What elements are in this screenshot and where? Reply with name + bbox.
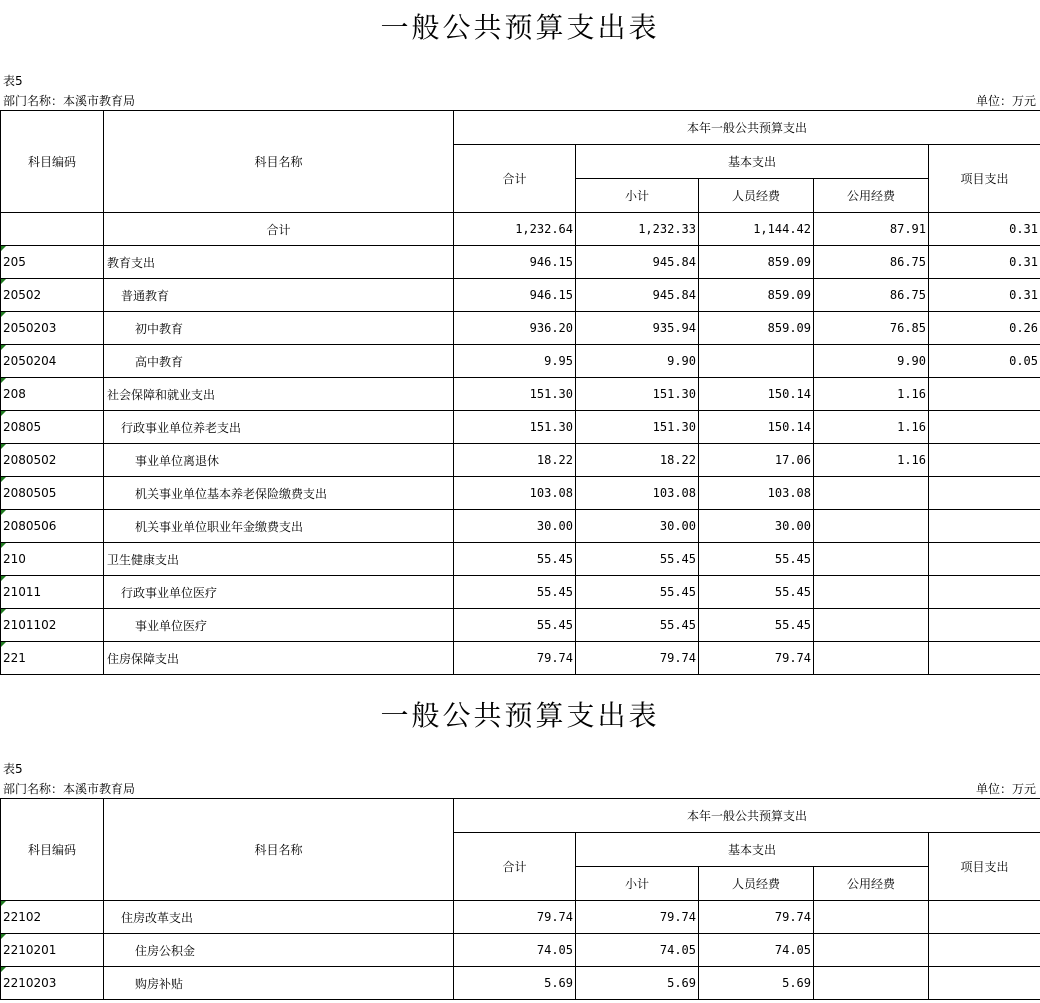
page-title: 一般公共预算支出表 xyxy=(380,11,660,44)
row-code: 2210201 xyxy=(1,934,104,967)
table-row xyxy=(1,312,1040,345)
header-public: 公用经费 xyxy=(814,867,929,901)
row-project: 0.31 xyxy=(929,246,1040,279)
row-project xyxy=(929,510,1040,543)
row-subtotal: 5.69 xyxy=(576,967,699,1000)
row-total: 151.30 xyxy=(454,378,576,411)
row-name: 行政事业单位医疗 xyxy=(104,576,454,609)
row-project xyxy=(929,477,1040,510)
row-name: 事业单位离退休 xyxy=(104,444,454,477)
row-public: 86.75 xyxy=(814,279,929,312)
table-number: 表5 xyxy=(3,762,23,776)
row-public xyxy=(814,609,929,642)
header-name: 科目名称 xyxy=(104,111,454,213)
row-public xyxy=(814,642,929,675)
row-code: 221 xyxy=(1,642,104,675)
row-code: 2101102 xyxy=(1,609,104,642)
row-name: 购房补贴 xyxy=(104,967,454,1000)
row-personnel: 150.14 xyxy=(699,378,814,411)
header-public: 公用经费 xyxy=(814,179,929,213)
row-code: 210 xyxy=(1,543,104,576)
unit-label: 单位：万元 xyxy=(975,782,1036,796)
row-personnel: 30.00 xyxy=(699,510,814,543)
row-total: 151.30 xyxy=(454,411,576,444)
row-total: 18.22 xyxy=(454,444,576,477)
row-total: 5.69 xyxy=(454,967,576,1000)
row-personnel: 17.06 xyxy=(699,444,814,477)
row-total: 55.45 xyxy=(454,609,576,642)
table-body xyxy=(1,901,1040,1000)
row-name: 普通教育 xyxy=(104,279,454,312)
table-number: 表5 xyxy=(3,74,23,88)
row-name: 住房改革支出 xyxy=(104,901,454,934)
header-group: 本年一般公共预算支出 xyxy=(454,799,1040,833)
row-personnel: 859.09 xyxy=(699,246,814,279)
row-subtotal: 945.84 xyxy=(576,246,699,279)
row-code: 20805 xyxy=(1,411,104,444)
row-personnel: 55.45 xyxy=(699,609,814,642)
row-public xyxy=(814,934,929,967)
row-public: 1.16 xyxy=(814,411,929,444)
row-name: 机关事业单位基本养老保险缴费支出 xyxy=(104,477,454,510)
header-project: 项目支出 xyxy=(929,833,1040,901)
row-public xyxy=(814,967,929,1000)
header-basic: 基本支出 xyxy=(576,145,929,179)
row-subtotal: 30.00 xyxy=(576,510,699,543)
department-name: 部门名称：本溪市教育局 xyxy=(3,94,136,108)
header-code: 科目编码 xyxy=(1,799,104,901)
table-row xyxy=(1,279,1040,312)
row-public xyxy=(814,510,929,543)
row-project xyxy=(929,934,1040,967)
row-public: 1.16 xyxy=(814,444,929,477)
row-personnel: 103.08 xyxy=(699,477,814,510)
row-project xyxy=(929,967,1040,1000)
header-subtotal: 小计 xyxy=(576,179,699,213)
header-total: 合计 xyxy=(454,145,576,213)
header-personnel: 人员经费 xyxy=(699,179,814,213)
row-personnel: 150.14 xyxy=(699,411,814,444)
row-code: 20502 xyxy=(1,279,104,312)
row-total: 1,232.64 xyxy=(454,213,576,246)
row-code: 2050204 xyxy=(1,345,104,378)
header-code: 科目编码 xyxy=(1,111,104,213)
row-subtotal: 935.94 xyxy=(576,312,699,345)
row-total: 79.74 xyxy=(454,642,576,675)
header-project: 项目支出 xyxy=(929,145,1040,213)
table-row xyxy=(1,967,1040,1000)
table-row xyxy=(1,411,1040,444)
row-project xyxy=(929,444,1040,477)
row-subtotal: 103.08 xyxy=(576,477,699,510)
row-total: 79.74 xyxy=(454,901,576,934)
row-total: 55.45 xyxy=(454,576,576,609)
table-row xyxy=(1,477,1040,510)
row-code: 2080506 xyxy=(1,510,104,543)
row-name: 行政事业单位养老支出 xyxy=(104,411,454,444)
row-subtotal: 151.30 xyxy=(576,378,699,411)
row-code: 2050203 xyxy=(1,312,104,345)
row-name: 高中教育 xyxy=(104,345,454,378)
row-subtotal: 18.22 xyxy=(576,444,699,477)
row-total: 55.45 xyxy=(454,543,576,576)
row-subtotal: 55.45 xyxy=(576,543,699,576)
table-row xyxy=(1,510,1040,543)
row-subtotal: 79.74 xyxy=(576,901,699,934)
unit-label: 单位：万元 xyxy=(975,94,1036,108)
row-name: 卫生健康支出 xyxy=(104,543,454,576)
row-code xyxy=(1,213,104,246)
table-body xyxy=(1,213,1040,675)
row-subtotal: 55.45 xyxy=(576,609,699,642)
row-subtotal: 55.45 xyxy=(576,576,699,609)
row-subtotal: 945.84 xyxy=(576,279,699,312)
row-project: 0.31 xyxy=(929,279,1040,312)
row-code: 2080505 xyxy=(1,477,104,510)
row-name: 初中教育 xyxy=(104,312,454,345)
department-name: 部门名称：本溪市教育局 xyxy=(3,782,136,796)
row-public xyxy=(814,477,929,510)
row-project: 0.26 xyxy=(929,312,1040,345)
table-row xyxy=(1,345,1040,378)
row-name: 合计 xyxy=(104,213,454,246)
row-personnel xyxy=(699,345,814,378)
row-total: 30.00 xyxy=(454,510,576,543)
table-row xyxy=(1,934,1040,967)
header-total: 合计 xyxy=(454,833,576,901)
row-personnel: 55.45 xyxy=(699,543,814,576)
budget-table xyxy=(0,798,1040,1000)
row-code: 205 xyxy=(1,246,104,279)
row-personnel: 859.09 xyxy=(699,312,814,345)
row-name: 教育支出 xyxy=(104,246,454,279)
row-project xyxy=(929,609,1040,642)
table-row xyxy=(1,609,1040,642)
row-personnel: 859.09 xyxy=(699,279,814,312)
table-row xyxy=(1,213,1040,246)
page-title: 一般公共预算支出表 xyxy=(380,699,660,732)
table-row xyxy=(1,543,1040,576)
row-total: 946.15 xyxy=(454,246,576,279)
row-personnel: 74.05 xyxy=(699,934,814,967)
table-row xyxy=(1,444,1040,477)
row-public xyxy=(814,543,929,576)
row-name: 住房公积金 xyxy=(104,934,454,967)
row-public xyxy=(814,901,929,934)
row-code: 208 xyxy=(1,378,104,411)
row-code: 22102 xyxy=(1,901,104,934)
row-personnel: 55.45 xyxy=(699,576,814,609)
table-row xyxy=(1,576,1040,609)
row-personnel: 1,144.42 xyxy=(699,213,814,246)
row-project xyxy=(929,543,1040,576)
row-personnel: 79.74 xyxy=(699,901,814,934)
row-public: 1.16 xyxy=(814,378,929,411)
row-code: 2210203 xyxy=(1,967,104,1000)
header-personnel: 人员经费 xyxy=(699,867,814,901)
row-total: 946.15 xyxy=(454,279,576,312)
row-subtotal: 74.05 xyxy=(576,934,699,967)
row-project: 0.05 xyxy=(929,345,1040,378)
header-name: 科目名称 xyxy=(104,799,454,901)
row-personnel: 79.74 xyxy=(699,642,814,675)
row-public: 87.91 xyxy=(814,213,929,246)
row-project xyxy=(929,901,1040,934)
table-row xyxy=(1,901,1040,934)
row-subtotal: 151.30 xyxy=(576,411,699,444)
row-subtotal: 1,232.33 xyxy=(576,213,699,246)
header-basic: 基本支出 xyxy=(576,833,929,867)
row-personnel: 5.69 xyxy=(699,967,814,1000)
row-name: 社会保障和就业支出 xyxy=(104,378,454,411)
row-total: 103.08 xyxy=(454,477,576,510)
row-subtotal: 9.90 xyxy=(576,345,699,378)
row-name: 住房保障支出 xyxy=(104,642,454,675)
table-row xyxy=(1,246,1040,279)
table-row xyxy=(1,642,1040,675)
row-project xyxy=(929,642,1040,675)
row-project xyxy=(929,378,1040,411)
row-subtotal: 79.74 xyxy=(576,642,699,675)
row-code: 21011 xyxy=(1,576,104,609)
row-total: 74.05 xyxy=(454,934,576,967)
row-public xyxy=(814,576,929,609)
row-name: 机关事业单位职业年金缴费支出 xyxy=(104,510,454,543)
table-row xyxy=(1,378,1040,411)
row-project: 0.31 xyxy=(929,213,1040,246)
header-group: 本年一般公共预算支出 xyxy=(454,111,1040,145)
row-code: 2080502 xyxy=(1,444,104,477)
row-total: 9.95 xyxy=(454,345,576,378)
row-public: 9.90 xyxy=(814,345,929,378)
row-public: 86.75 xyxy=(814,246,929,279)
row-public: 76.85 xyxy=(814,312,929,345)
budget-table xyxy=(0,110,1040,675)
row-project xyxy=(929,576,1040,609)
row-project xyxy=(929,411,1040,444)
row-total: 936.20 xyxy=(454,312,576,345)
header-subtotal: 小计 xyxy=(576,867,699,901)
row-name: 事业单位医疗 xyxy=(104,609,454,642)
